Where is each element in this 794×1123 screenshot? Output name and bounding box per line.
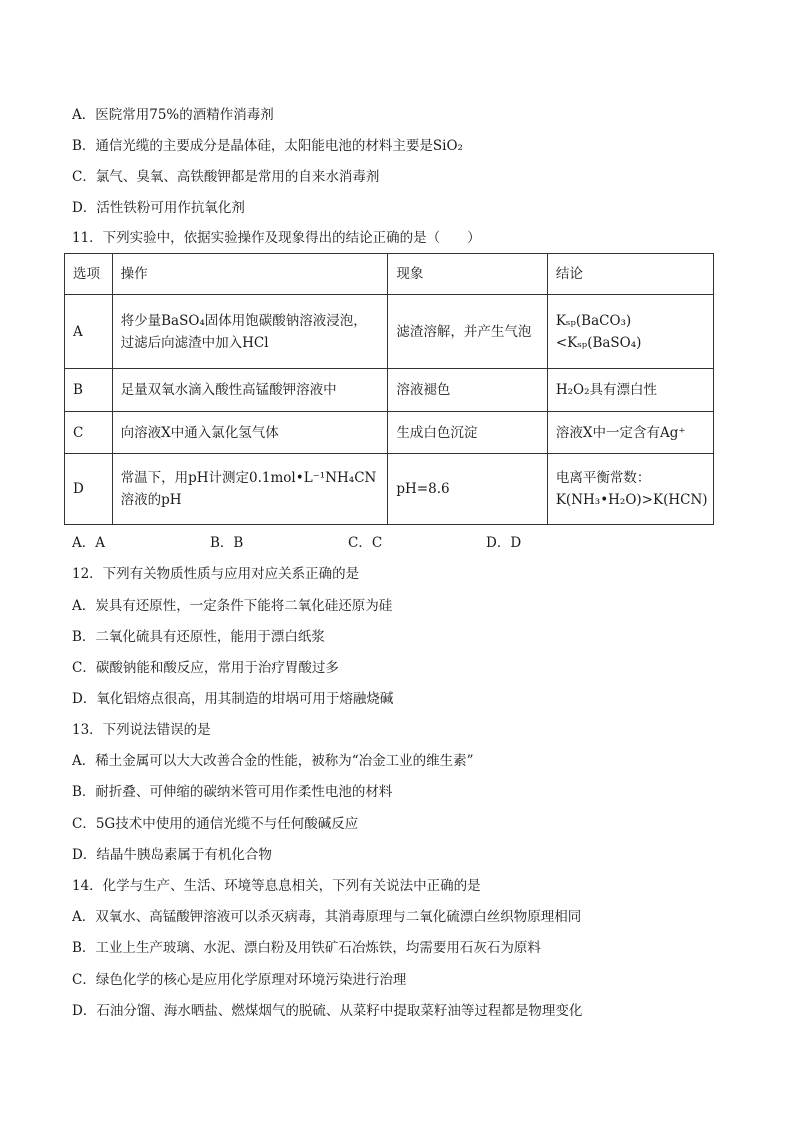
row-phenomenon: pH=8.6 xyxy=(388,454,547,525)
row-phenomenon: 溶液褪色 xyxy=(388,369,547,412)
row-operation: 向溶液X中通入氯化氢气体 xyxy=(112,412,388,454)
q10-option-a: A．医院常用75%的酒精作消毒剂 xyxy=(72,107,274,123)
q12-option-c: C．碳酸钠能和酸反应，常用于治疗胃酸过多 xyxy=(72,660,339,676)
q11-stem: 11．下列实验中，依据实验操作及现象得出的结论正确的是（ ） xyxy=(72,230,481,246)
row-conclusion: 溶液X中一定含有Ag⁺ xyxy=(547,412,713,454)
q10-option-b: B．通信光缆的主要成分是晶体硅，太阳能电池的材料主要是SiO₂ xyxy=(72,138,463,154)
q10-option-d: D．活性铁粉可用作抗氧化剂 xyxy=(72,200,245,216)
q12-option-a: A．炭具有还原性，一定条件下能将二氧化硅还原为硅 xyxy=(72,598,393,614)
q12-option-d: D．氧化铝熔点很高，用其制造的坩埚可用于熔融烧碱 xyxy=(72,691,394,707)
table-row xyxy=(65,412,714,454)
q14-stem: 14．化学与生产、生活、环境等息息相关，下列有关说法中正确的是 xyxy=(72,878,481,894)
table-row xyxy=(65,369,714,412)
header-phenomenon: 现象 xyxy=(388,254,547,295)
table-row xyxy=(65,454,714,525)
row-conclusion: Kₛₚ(BaCO₃)<Kₛₚ(BaSO₄) xyxy=(547,295,713,369)
row-option: B xyxy=(65,369,113,412)
table-row xyxy=(65,295,714,369)
header-operation: 操作 xyxy=(112,254,388,295)
experiment-table xyxy=(64,253,714,525)
row-operation: 足量双氧水滴入酸性高锰酸钾溶液中 xyxy=(112,369,388,412)
row-phenomenon: 滤渣溶解，并产生气泡 xyxy=(388,295,547,369)
operation-line: 过滤后向滤渣中加入HCl xyxy=(120,334,269,351)
header-option: 选项 xyxy=(65,254,113,295)
q13-stem: 13．下列说法错误的是 xyxy=(72,722,211,738)
q12-stem: 12．下列有关物质性质与应用对应关系正确的是 xyxy=(72,566,360,582)
row-conclusion: H₂O₂具有漂白性 xyxy=(547,369,713,412)
row-option: C xyxy=(65,412,113,454)
q14-option-b: B．工业上生产玻璃、水泥、漂白粉及用铁矿石冶炼铁，均需要用石灰石为原料 xyxy=(72,940,541,956)
q11-answer-d: D．D xyxy=(486,535,522,551)
row-operation xyxy=(112,454,388,525)
row-option: D xyxy=(65,454,113,525)
q11-answer-c: C．C xyxy=(348,535,383,551)
table-header-row xyxy=(65,254,714,295)
q13-option-d: D．结晶牛胰岛素属于有机化合物 xyxy=(72,847,272,863)
q13-option-c: C．5G技术中使用的通信光缆不与任何酸碱反应 xyxy=(72,816,359,832)
conclusion-line: K(NH₃•H₂O)>K(HCN) xyxy=(555,492,708,508)
q14-option-a: A．双氧水、高锰酸钾溶液可以杀灭病毒，其消毒原理与二氧化硫漂白丝织物原理相同 xyxy=(72,909,582,925)
header-conclusion: 结论 xyxy=(547,254,713,295)
q14-option-c: C．绿色化学的核心是应用化学原理对环境污染进行治理 xyxy=(72,972,407,988)
operation-line: 将少量BaSO₄固体用饱碳酸钠溶液浸泡， xyxy=(120,312,367,329)
q12-option-b: B．二氧化硫具有还原性，能用于漂白纸浆 xyxy=(72,629,325,645)
q11-answer-a: A．A xyxy=(72,535,105,551)
conclusion-line: 电离平衡常数： xyxy=(555,470,651,486)
q13-option-a: A．稀土金属可以大大改善合金的性能，被称为“冶金工业的维生素” xyxy=(72,753,474,769)
row-operation xyxy=(112,295,388,369)
q13-option-b: B．耐折叠、可伸缩的碳纳米管可用作柔性电池的材料 xyxy=(72,784,393,800)
q10-option-c: C．氯气、臭氧、高铁酸钾都是常用的自来水消毒剂 xyxy=(72,169,380,185)
operation-line: 溶液的pH xyxy=(120,492,182,508)
q11-answer-b: B．B xyxy=(210,535,244,551)
operation-line: 常温下，用pH计测定0.1mol•L⁻¹NH₄CN xyxy=(120,470,377,486)
row-phenomenon: 生成白色沉淀 xyxy=(388,412,547,454)
row-conclusion xyxy=(547,454,713,525)
row-option: A xyxy=(65,295,113,369)
q14-option-d: D．石油分馏、海水晒盐、燃煤烟气的脱硫、从菜籽中提取菜籽油等过程都是物理变化 xyxy=(72,1003,583,1019)
